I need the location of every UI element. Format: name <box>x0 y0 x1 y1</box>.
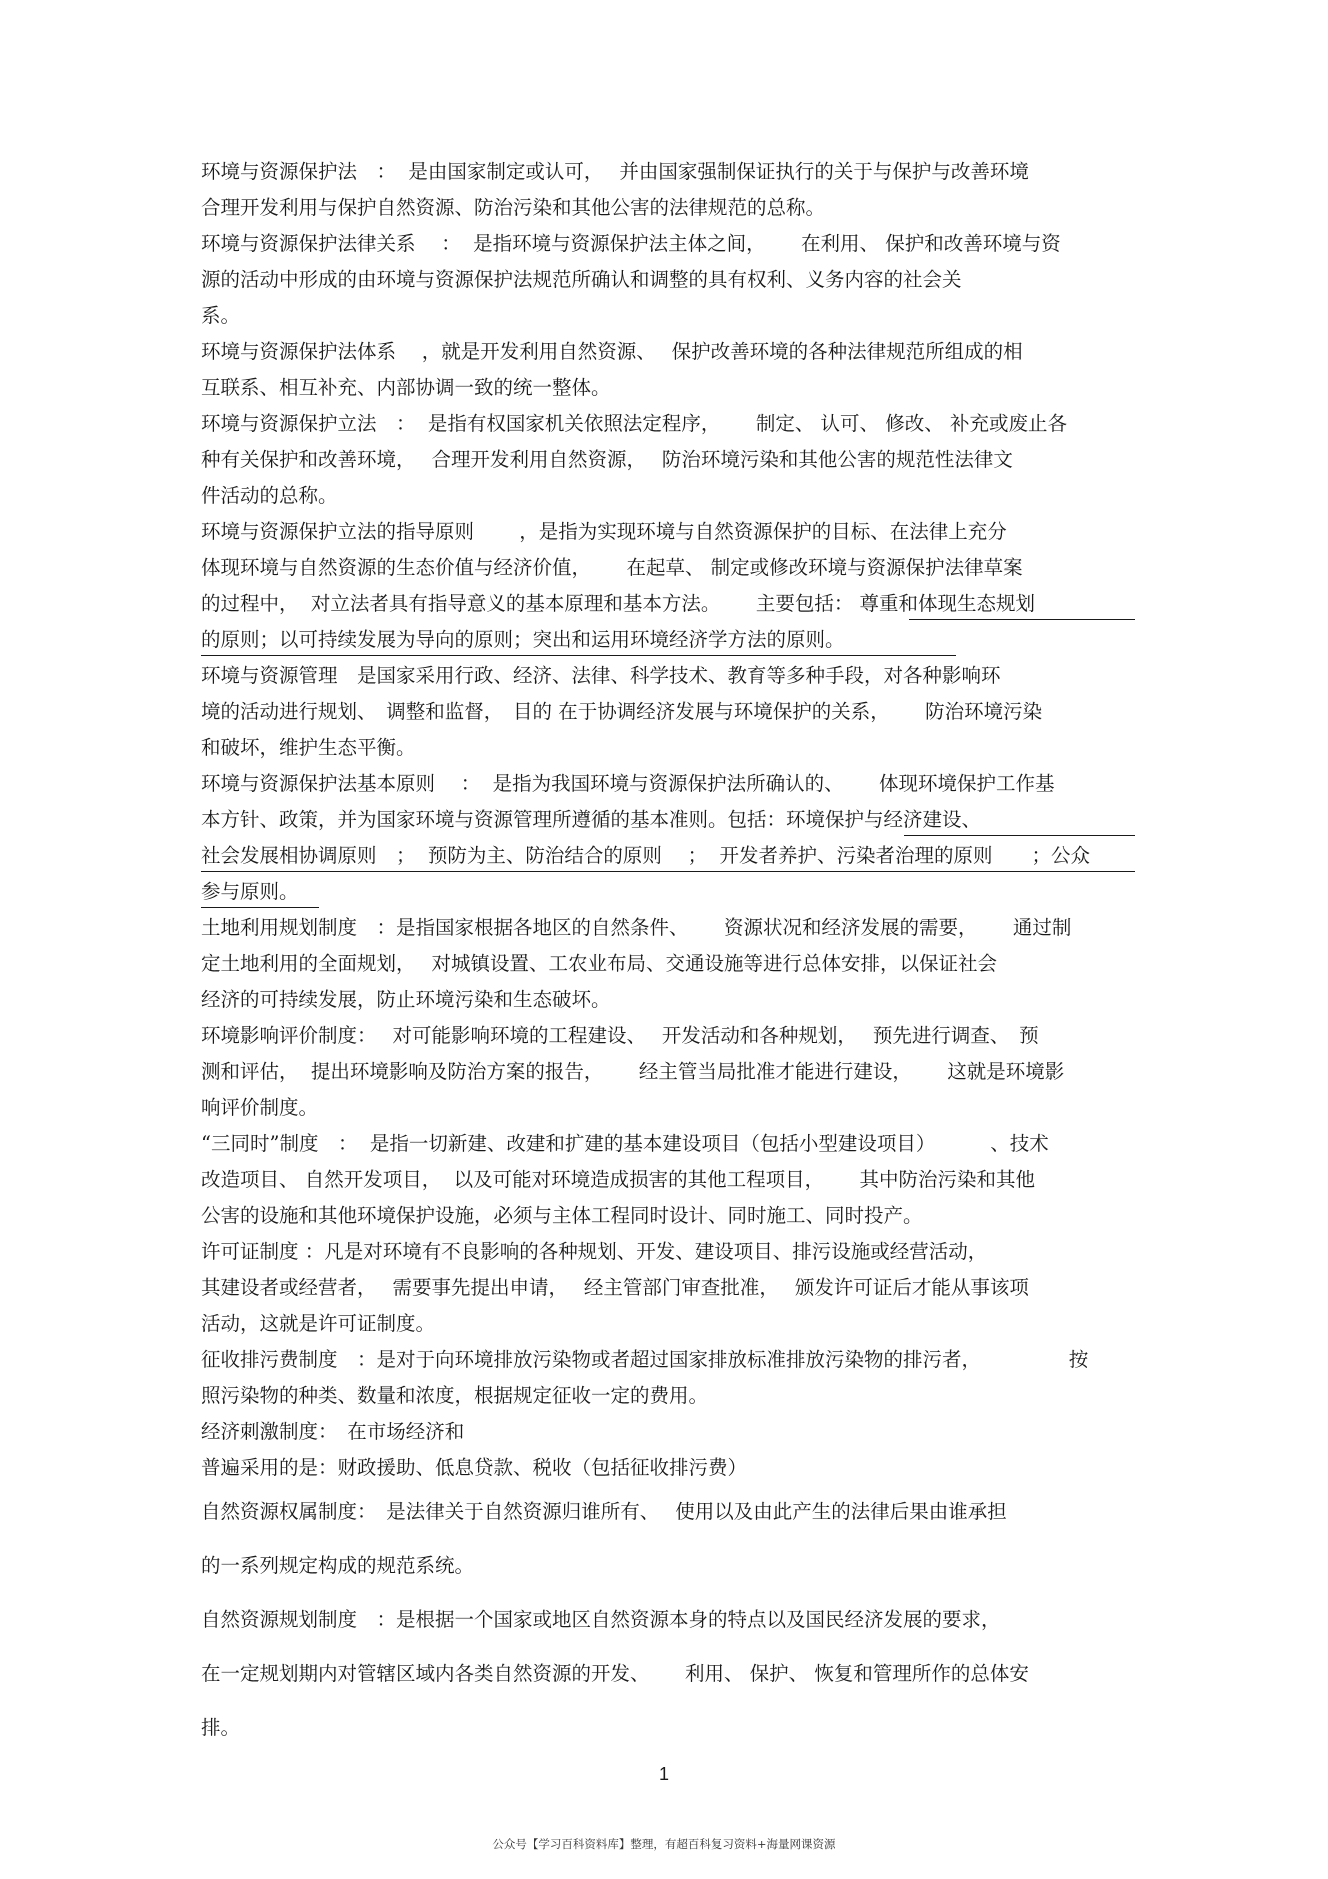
text-line: 环境与资源保护法体系 ，就是开发利用自然资源、 保护改善环境的各种法律规范所组成的相 <box>201 340 1023 363</box>
text-line: 合理开发利用与保护自然资源、防治污染和其他公害的法律规范的总称。 <box>201 196 826 219</box>
text-line: 定土地利用的全面规划， 对城镇设置、工农业布局、交通设施等进行总体安排，以保证社会 <box>201 952 997 975</box>
text-line: 环境与资源保护立法 ： 是指有权国家机关依照法定程序， 制定、 认可、 修改、 补充或废止各 <box>201 412 1067 435</box>
text-line: 本方针、政策，并为国家环境与资源管理所遵循的基本准则。包括：环境保护与经济建设、 <box>201 808 982 831</box>
text-line: 自然资源规划制度 ：是根据一个国家或地区自然资源本身的特点以及国民经济发展的要求， <box>201 1608 1001 1631</box>
page-number: 1 <box>658 1764 669 1784</box>
text-line: 环境与资源保护法律关系 ： 是指环境与资源保护法主体之间， 在利用、 保护和改善环境与资 <box>201 232 1061 255</box>
text-line: 社会发展相协调原则 ； 预防为主、防治结合的原则 ； 开发者养护、污染者治理的原则 ；公众 <box>201 844 1090 867</box>
text-line: 和破坏，维护生态平衡。 <box>201 736 416 759</box>
text-line: 体现环境与自然资源的生态价值与经济价值， 在起草、 制定或修改环境与资源保护法律草案 <box>201 556 1023 579</box>
text-line: 的一系列规定构成的规范系统。 <box>201 1554 475 1577</box>
text-line: 响评价制度。 <box>201 1096 319 1119</box>
text-line: 经济刺激制度： 在市场经济和 <box>201 1420 465 1443</box>
text-line: 征收排污费制度 ：是对于向环境排放污染物或者超过国家排放标准排放污染物的排污者， 按 <box>201 1348 1089 1371</box>
text-line: 照污染物的种类、数量和浓度，根据规定征收一定的费用。 <box>201 1384 709 1407</box>
text-line: 在一定规划期内对管辖区域内各类自然资源的开发、 利用、 保护、 恢复和管理所作的总体安 <box>201 1662 1029 1685</box>
text-line: 源的活动中形成的由环境与资源保护法规范所确认和调整的具有权利、义务内容的社会关 <box>201 268 962 291</box>
text-line: 件活动的总称。 <box>201 484 338 507</box>
text-line: 许可证制度 ：凡是对环境有不良影响的各种规划、开发、建设项目、排污设施或经营活动， <box>201 1240 988 1263</box>
text-line: 排。 <box>201 1716 241 1739</box>
text-line: 的过程中， 对立法者具有指导意义的基本原理和基本方法。 主要包括： 尊重和体现生态规划 <box>201 592 1036 615</box>
text-line: 其建设者或经营者， 需要事先提出申请， 经主管部门审查批准， 颁发许可证后才能从事该项 <box>201 1276 1029 1299</box>
text-line: 改造项目、 自然开发项目， 以及可能对环境造成损害的其他工程项目， 其中防治污染和其他 <box>201 1168 1036 1191</box>
text-line: 环境与资源保护法基本原则 ： 是指为我国环境与资源保护法所确认的、 体现环境保护工作基 <box>201 772 1055 795</box>
text-line: 系。 <box>201 304 241 327</box>
underline <box>201 907 319 908</box>
text-line: 境的活动进行规划、 调整和监督， 目的 在于协调经济发展与环境保护的关系， 防治环境污染 <box>201 700 1043 723</box>
text-line: 活动，这就是许可证制度。 <box>201 1312 436 1335</box>
text-line: 的原则；以可持续发展为导向的原则；突出和运用环境经济学方法的原则。 <box>201 628 845 651</box>
text-line: 环境影响评价制度： 对可能影响环境的工程建设、 开发活动和各种规划， 预先进行调查、 预 <box>201 1024 1039 1047</box>
text-line: 环境与资源管理 是国家采用行政、经济、法律、科学技术、教育等多种手段，对各种影响环 <box>201 664 1001 687</box>
text-line: 测和评估， 提出环境影响及防治方案的报告， 经主管当局批准才能进行建设， 这就是环境影 <box>201 1060 1065 1083</box>
underline <box>201 655 956 656</box>
text-line: 公害的设施和其他环境保护设施，必须与主体工程同时设计、同时施工、同时投产。 <box>201 1204 923 1227</box>
text-line: 参与原则。 <box>201 880 299 903</box>
underline <box>904 835 1135 836</box>
text-line: 自然资源权属制度： 是法律关于自然资源归谁所有、 使用以及由此产生的法律后果由谁承担 <box>201 1500 1007 1523</box>
text-line: 互联系、相互补充、内部协调一致的统一整体。 <box>201 376 611 399</box>
text-line: “三同时”制度 ： 是指一切新建、改建和扩建的基本建设项目（包括小型建设项目） 、技术 <box>201 1132 1049 1155</box>
text-line: 环境与资源保护法 ： 是由国家制定或认可， 并由国家强制保证执行的关于与保护与改善环境 <box>201 160 1029 183</box>
underline <box>201 871 1135 872</box>
page-footer: 公众号【学习百科资料库】整理，有超百科复习资料+海量网课资源 <box>492 1837 836 1851</box>
text-line: 经济的可持续发展，防止环境污染和生态破坏。 <box>201 988 611 1011</box>
text-line: 种有关保护和改善环境， 合理开发利用自然资源， 防治环境污染和其他公害的规范性法律文 <box>201 448 1013 471</box>
text-line: 普遍采用的是：财政援助、低息贷款、税收（包括征收排污费） <box>201 1456 748 1479</box>
underline <box>909 619 1135 620</box>
text-line: 土地利用规划制度 ：是指国家根据各地区的自然条件、 资源状况和经济发展的需要， 通过制 <box>201 916 1072 939</box>
text-line: 环境与资源保护立法的指导原则 ，是指为实现环境与自然资源保护的目标、在法律上充分 <box>201 520 1007 543</box>
